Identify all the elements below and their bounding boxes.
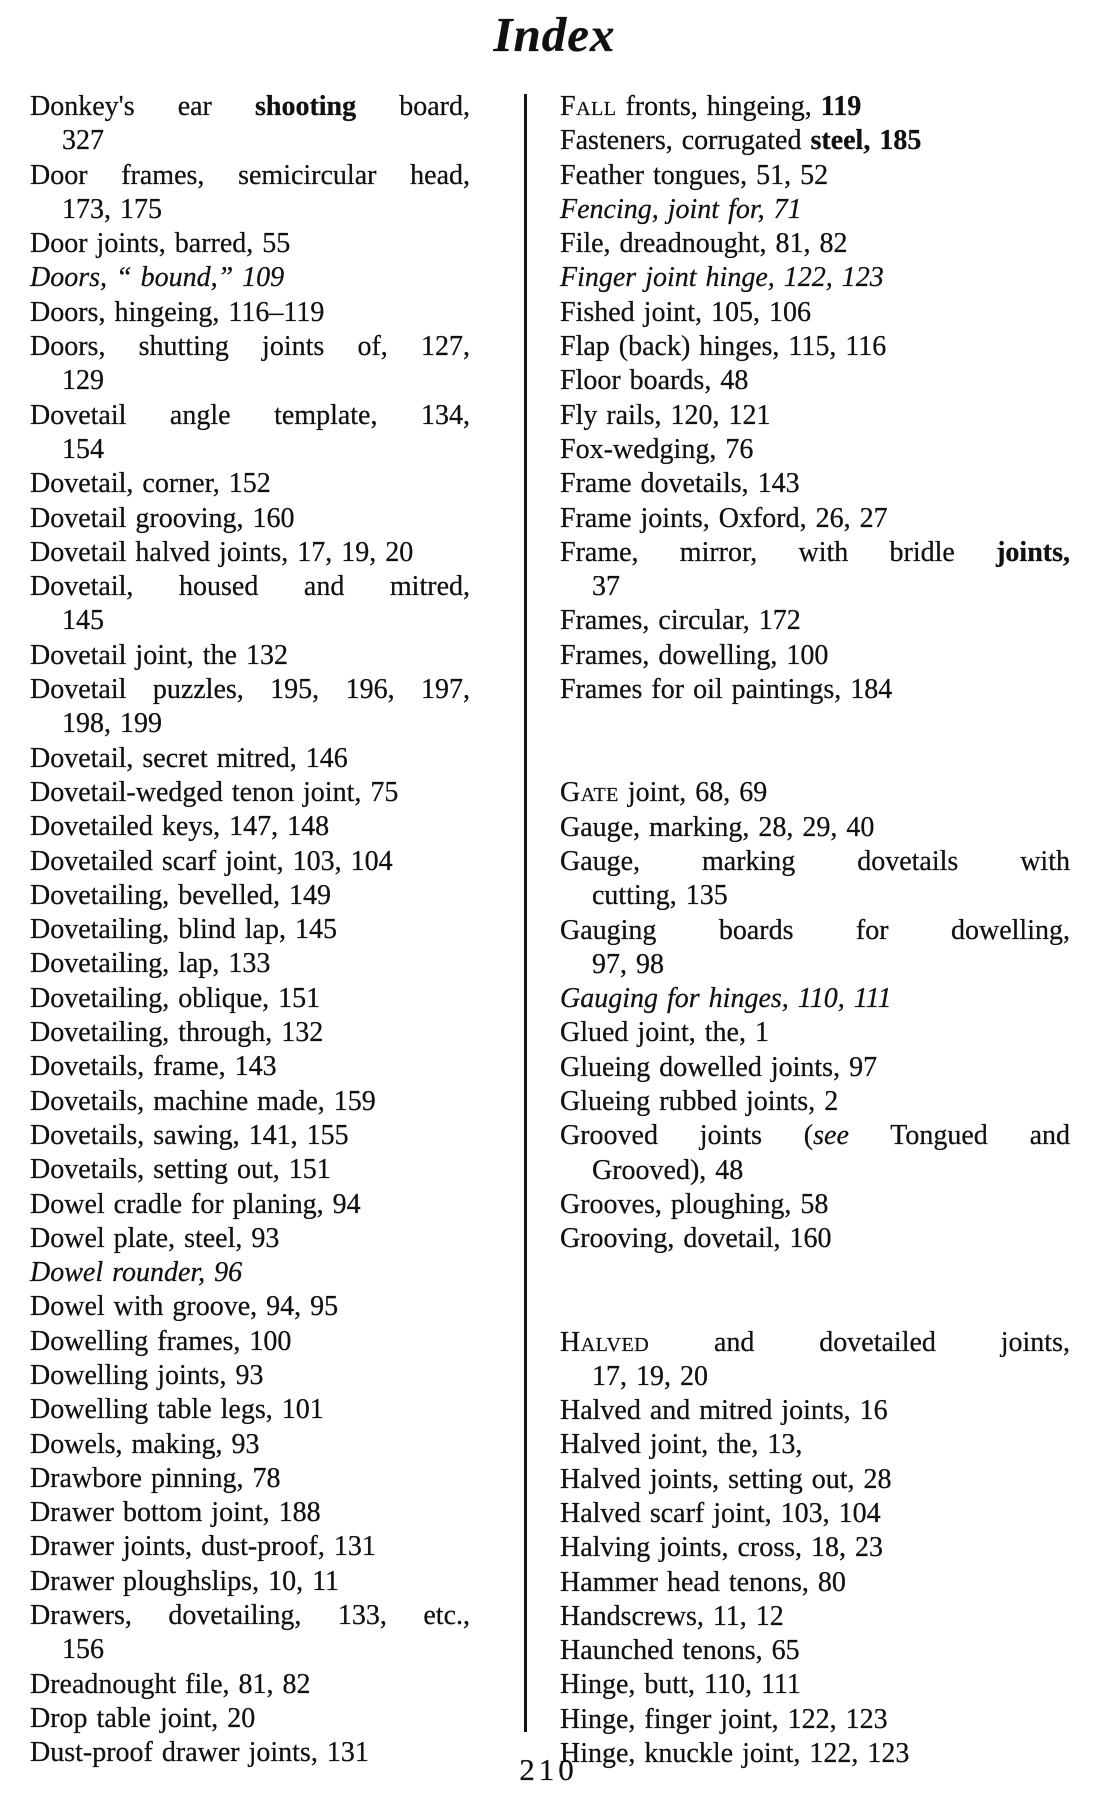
index-entry: Donkey's ear shooting board, 327: [30, 91, 470, 157]
index-entry: Grooved joints (see Tongued and Grooved), 48: [560, 1120, 1071, 1186]
index-entry: Fox-wedging, 76: [560, 433, 754, 465]
index-entry: Drawer joints, dust-proof, 131: [30, 1531, 376, 1563]
index-entry: Glued joint, the, 1: [560, 1017, 769, 1049]
index-entry: Finger joint hinge, 122, 123: [560, 262, 884, 294]
index-entry: Gate joint, 68, 69: [560, 777, 768, 809]
index-entry: Gauging for hinges, 110, 111: [560, 983, 892, 1015]
index-entry: Handscrews, 11, 12: [560, 1600, 784, 1632]
index-entry: Dowelling joints, 93: [30, 1359, 264, 1391]
index-entry: Halved joints, setting out, 28: [560, 1463, 892, 1495]
index-entry: Dovetail grooving, 160: [30, 502, 295, 534]
index-entry: Dust-proof drawer joints, 131: [30, 1737, 369, 1769]
index-entry: Dovetails, setting out, 151: [30, 1154, 331, 1186]
index-entry: Dovetailing, through, 132: [30, 1017, 324, 1049]
index-entry: Dovetail angle template, 134, 154: [30, 399, 470, 465]
index-entry: Haunched tenons, 65: [560, 1635, 800, 1667]
index-entry: Frames, circular, 172: [560, 605, 801, 637]
index-columns: [30, 90, 1070, 1771]
index-entry: Frame dovetails, 143: [560, 468, 800, 500]
index-entry: Frames, dowelling, 100: [560, 639, 829, 671]
index-entry: Halved joint, the, 13,: [560, 1429, 803, 1461]
page-number: 210: [519, 1752, 578, 1787]
index-entry: Grooving, dovetail, 160: [560, 1223, 832, 1255]
index-entry: Dovetails, machine made, 159: [30, 1085, 376, 1117]
index-entry: Dreadnought file, 81, 82: [30, 1668, 311, 1700]
index-entry: Doors, “ bound,” 109: [30, 262, 285, 294]
index-entry: Frames for oil paintings, 184: [560, 674, 893, 706]
index-entry: Dovetailed scarf joint, 103, 104: [30, 845, 393, 877]
index-entry: Grooves, ploughing, 58: [560, 1188, 829, 1220]
page-title: Index: [493, 7, 616, 62]
index-entry: Dovetails, sawing, 141, 155: [30, 1119, 349, 1151]
index-entry: Gauging boards for dowelling, 97, 98: [560, 914, 1070, 980]
index-entry: Dowelling table legs, 101: [30, 1394, 324, 1426]
index-column-right: [560, 90, 1070, 1771]
index-entry: Fencing, joint for, 71: [560, 193, 802, 225]
index-entry: Glueing rubbed joints, 2: [560, 1086, 839, 1118]
index-entry: Dovetailing, lap, 133: [30, 948, 271, 980]
index-entry: Drop table joint, 20: [30, 1702, 256, 1734]
index-entry: Dovetail-wedged tenon joint, 75: [30, 776, 399, 808]
index-entry: Drawer bottom joint, 188: [30, 1497, 321, 1529]
index-entry: Dowel cradle for planing, 94: [30, 1188, 361, 1220]
index-entry: Dowels, making, 93: [30, 1428, 260, 1460]
index-entry: Frame joints, Oxford, 26, 27: [560, 502, 888, 534]
index-entry: Dovetailing, oblique, 151: [30, 982, 321, 1014]
index-column-left: [30, 90, 470, 1771]
index-entry: Dowelling frames, 100: [30, 1325, 292, 1357]
index-entry: Fly rails, 120, 121: [560, 399, 771, 431]
index-entry: Dovetail, housed and mitred, 145: [30, 571, 470, 637]
index-entry: Halved scarf joint, 103, 104: [560, 1497, 881, 1529]
index-entry: Dovetail halved joints, 17, 19, 20: [30, 536, 414, 568]
index-entry: Dowel rounder, 96: [30, 1257, 243, 1289]
index-entry: Hinge, knuckle joint, 122, 123: [560, 1738, 910, 1770]
index-entry: Flap (back) hinges, 115, 116: [560, 331, 887, 363]
index-entry: Doors, shutting joints of, 127, 129: [30, 331, 470, 397]
index-entry: Hammer head tenons, 80: [560, 1566, 846, 1598]
index-entry: Hinge, butt, 110, 111: [560, 1669, 801, 1701]
index-entry: Gauge, marking, 28, 29, 40: [560, 811, 875, 843]
index-entry: File, dreadnought, 81, 82: [560, 228, 848, 260]
index-entry: Fasteners, corrugated steel, 185: [560, 125, 922, 157]
index-entry: Dovetails, frame, 143: [30, 1051, 277, 1083]
index-entry: Doors, hingeing, 116–119: [30, 296, 325, 328]
index-entry: Dovetail, corner, 152: [30, 468, 271, 500]
index-entry: Door frames, semicircular head, 173, 175: [30, 159, 470, 225]
column-divider: [524, 94, 527, 1732]
index-entry: Frame, mirror, with bridle joints, 37: [560, 536, 1070, 603]
index-entry: Dovetail joint, the 132: [30, 639, 288, 671]
index-entry: Fall fronts, hingeing, 119: [560, 91, 862, 122]
index-entry: Glueing dowelled joints, 97: [560, 1051, 878, 1083]
index-entry: Dovetail puzzles, 195, 196, 197, 198, 199: [30, 674, 470, 740]
index-entry: Hinge, finger joint, 122, 123: [560, 1703, 888, 1735]
index-entry: Dowel with groove, 94, 95: [30, 1291, 339, 1323]
index-entry: Halving joints, cross, 18, 23: [560, 1532, 883, 1564]
index-entry: Door joints, barred, 55: [30, 228, 291, 260]
index-entry: Gauge, marking dovetails with cutting, 135: [560, 845, 1070, 912]
index-entry: Dovetailing, blind lap, 145: [30, 914, 337, 946]
index-entry: Floor boards, 48: [560, 365, 749, 397]
index-entry: Dovetailed keys, 147, 148: [30, 811, 330, 843]
index-entry: Halved and mitred joints, 16: [560, 1395, 888, 1427]
index-entry: Fished joint, 105, 106: [560, 296, 812, 328]
index-entry: Dovetailing, bevelled, 149: [30, 879, 332, 911]
index-entry: Drawer ploughslips, 10, 11: [30, 1565, 340, 1597]
index-entry: Dovetail, secret mitred, 146: [30, 742, 348, 774]
index-entry: Feather tongues, 51, 52: [560, 159, 829, 191]
index-entry: Drawbore pinning, 78: [30, 1462, 281, 1494]
index-entry: Drawers, dovetailing, 133, etc., 156: [30, 1600, 470, 1666]
index-entry: Dowel plate, steel, 93: [30, 1222, 280, 1254]
index-entry: Halved and dovetailed joints, 17, 19, 20: [560, 1326, 1070, 1392]
